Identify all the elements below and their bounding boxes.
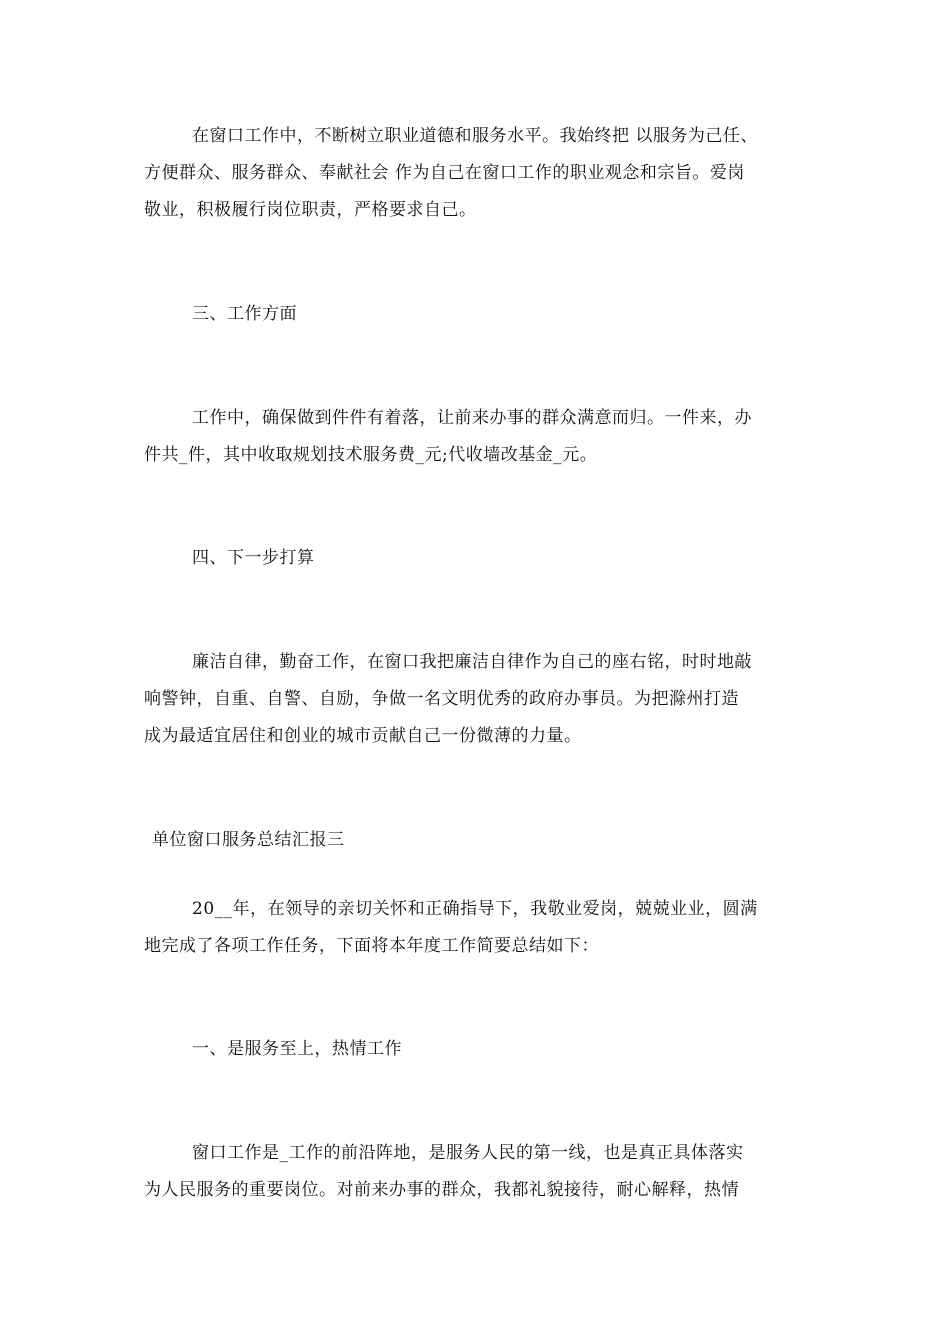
paragraph-work-results <box>144 400 804 474</box>
text-line: 敬业，积极履行岗位职责，严格要求自己。 <box>144 200 477 220</box>
paragraph-integrity <box>144 644 804 755</box>
text-line: 窗口工作是_工作的前沿阵地，是服务人民的第一线，也是真正具体落实 <box>192 1143 744 1163</box>
text-line: 为人民服务的重要岗位。对前来办事的群众，我都礼貌接待，耐心解释，热情 <box>144 1180 739 1200</box>
text-line: 廉洁自律，勤奋工作，在窗口我把廉洁自律作为自己的座右铭，时时地敲 <box>192 652 752 672</box>
heading-next-plan <box>144 540 804 577</box>
section-title-text: 单位窗口服务总结汇报三 <box>152 830 345 850</box>
heading-service-first <box>144 1031 804 1068</box>
text-line: 方便群众、服务群众、奉献社会 作为自己在窗口工作的职业观念和宗旨。爱岗 <box>144 163 745 183</box>
text-line: 件共_件，其中收取规划技术服务费_元;代收墙改基金_元。 <box>144 445 598 465</box>
heading-work-aspects <box>144 296 804 333</box>
text-line: 地完成了各项工作任务，下面将本年度工作简要总结如下： <box>144 936 599 956</box>
text-line: 20__年，在领导的亲切关怀和正确指导下，我敬业爱岗，兢兢业业，圆满 <box>192 899 758 919</box>
heading-text: 三、工作方面 <box>192 304 297 324</box>
text-line: 响警钟，自重、自警、自励，争做一名文明优秀的政府办事员。为把滁州打造 <box>144 689 739 709</box>
heading-text: 一、是服务至上，热情工作 <box>192 1039 402 1059</box>
text-line: 成为最适宜居住和创业的城市贡献自己一份微薄的力量。 <box>144 726 582 746</box>
text-line: 在窗口工作中，不断树立职业道德和服务水平。我始终把 以服务为己任、 <box>192 126 758 146</box>
paragraph-window-frontline <box>144 1135 804 1209</box>
section-title <box>152 822 812 859</box>
paragraph-annual-summary <box>144 891 804 965</box>
text-line: 工作中，确保做到件件有着落，让前来办事的群众满意而归。一件来，办 <box>192 408 752 428</box>
paragraph-window-ethics <box>144 118 804 229</box>
heading-text: 四、下一步打算 <box>192 548 315 568</box>
